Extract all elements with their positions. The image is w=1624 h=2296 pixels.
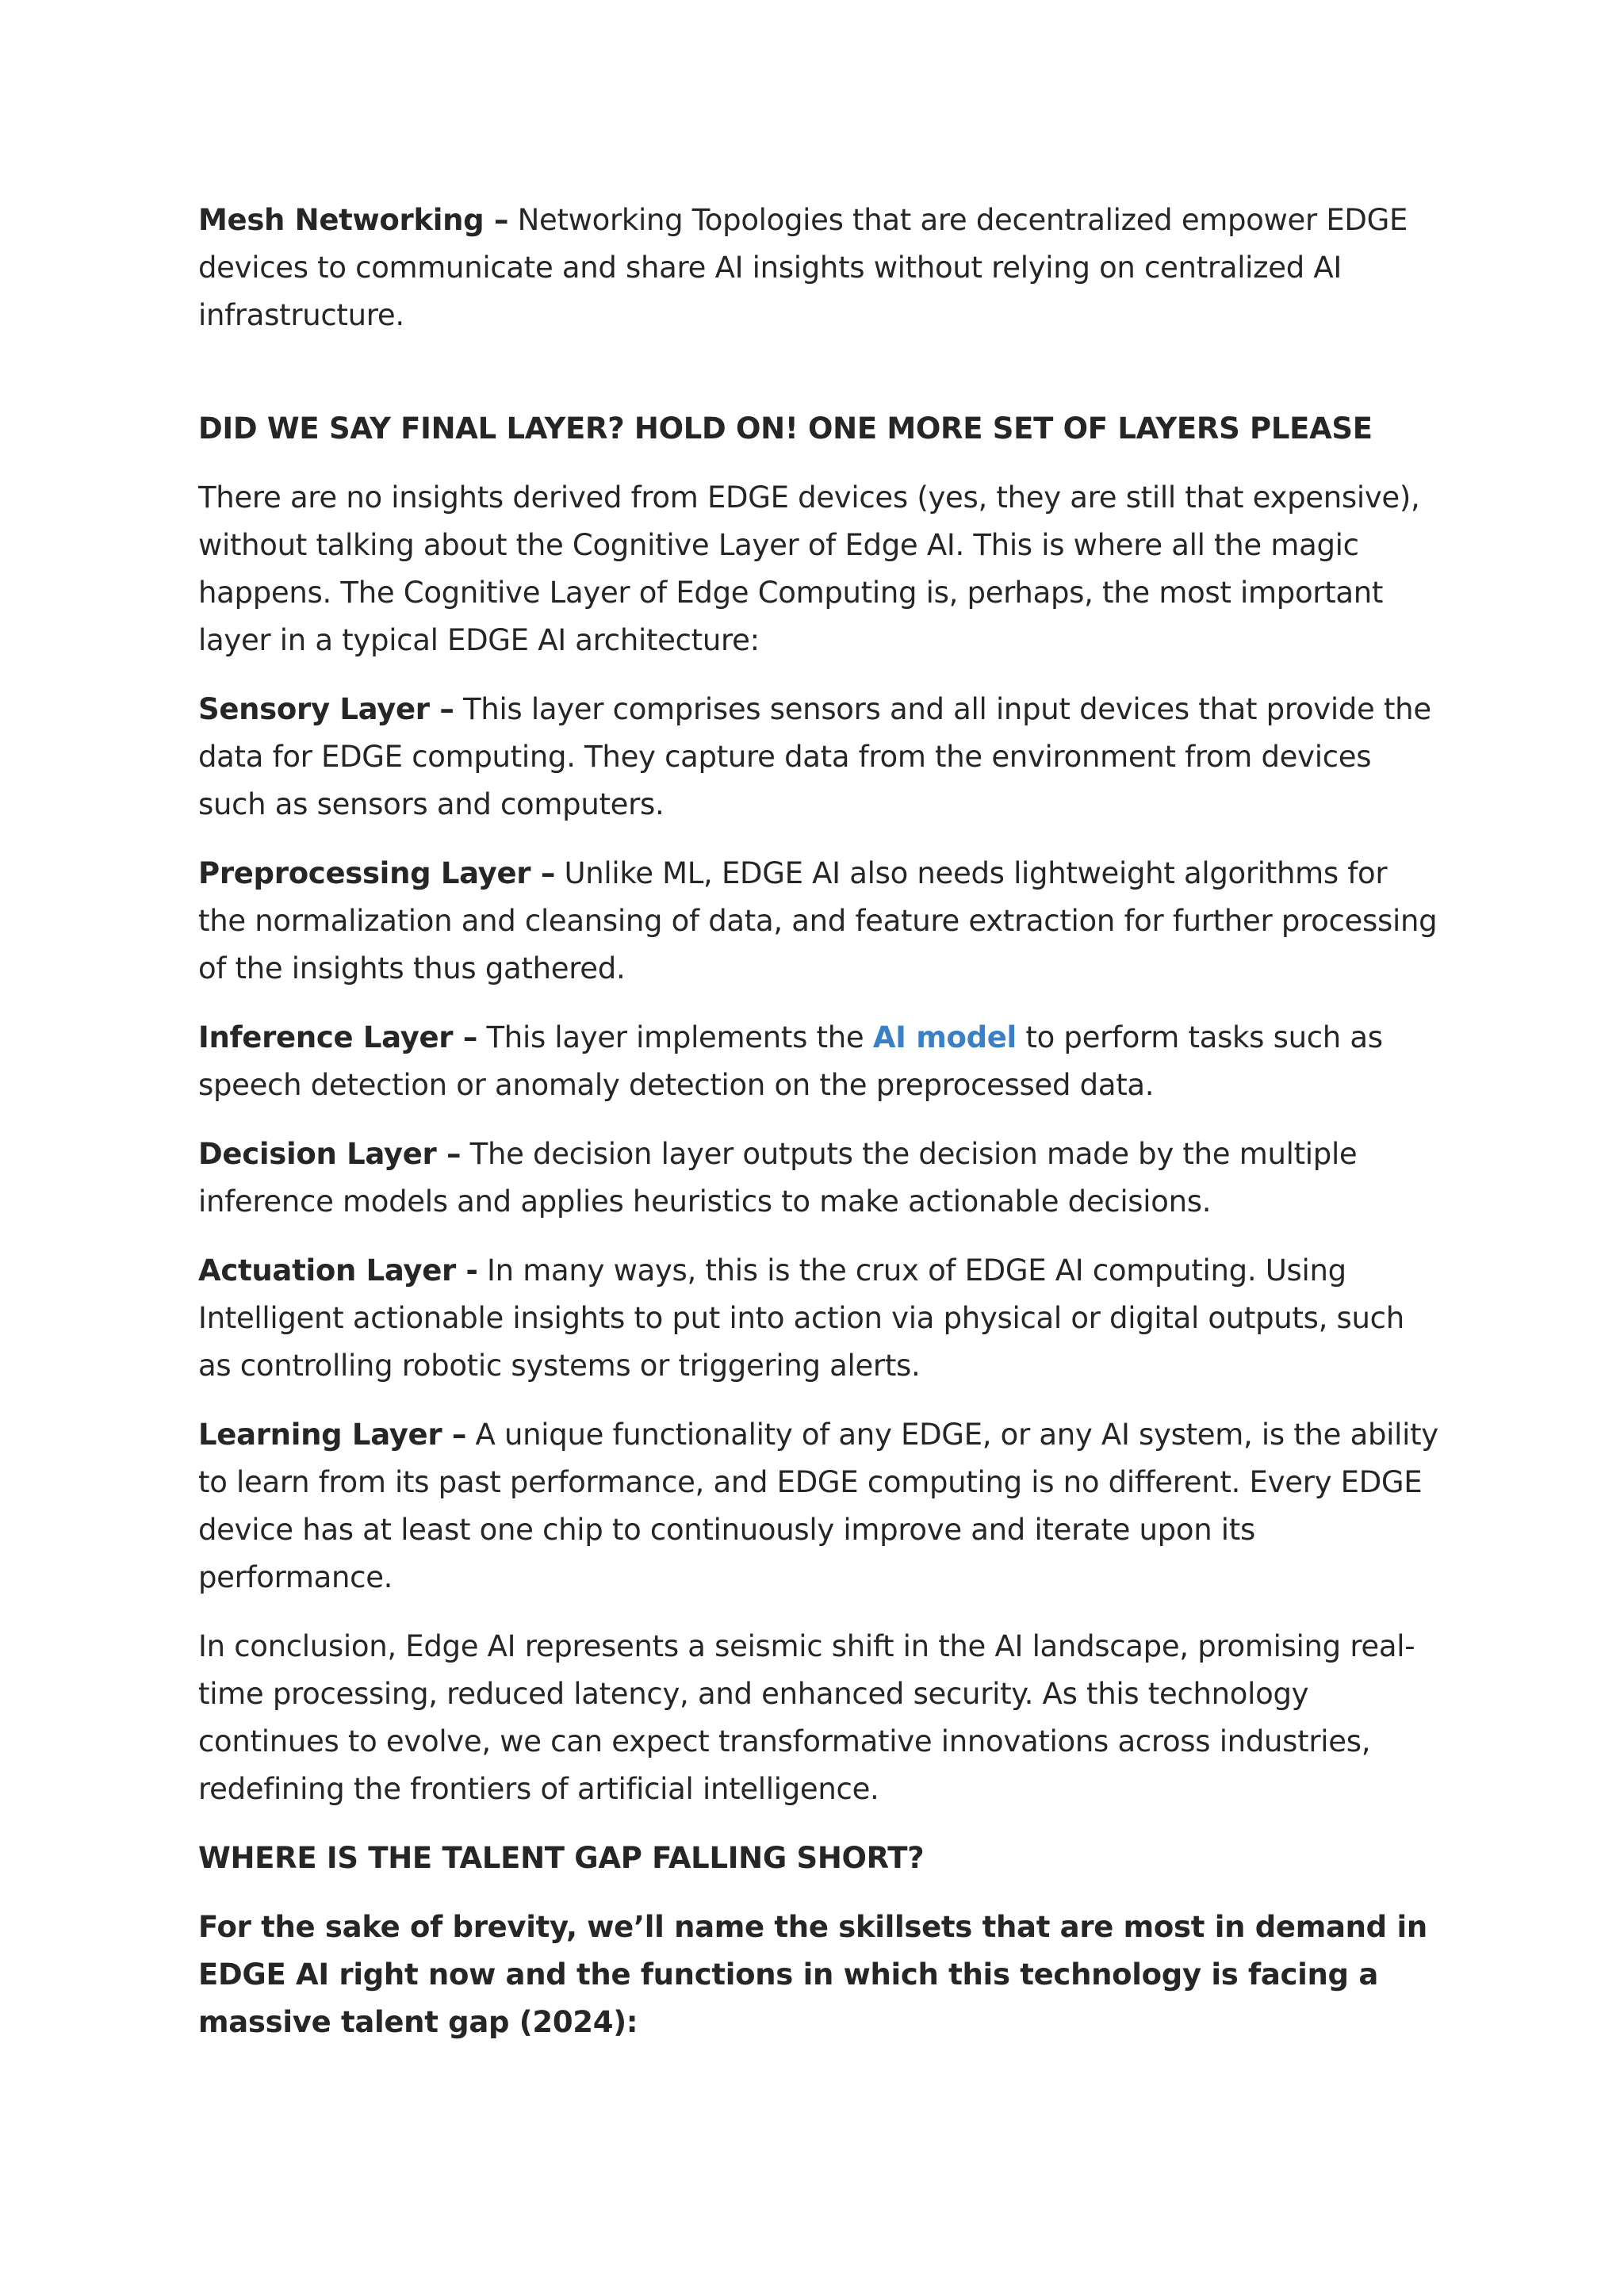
heading-talent-gap: WHERE IS THE TALENT GAP FALLING SHORT?: [198, 1841, 925, 1875]
brevity-paragraph: For the sake of brevity, we’ll name the skillsets that are most in demand in EDGE AI right now and the functions in which this technology is facing a massive talent gap (2024):: [198, 1910, 1427, 2039]
mesh-networking-paragraph: [198, 197, 1443, 339]
ai-model-link[interactable]: AI model: [872, 1020, 1017, 1054]
mesh-networking-lead: Mesh Networking –: [198, 203, 509, 237]
actuation-layer-paragraph: [198, 1247, 1443, 1390]
learning-layer-paragraph: [198, 1411, 1443, 1601]
decision-layer-text: The decision layer outputs the decision made by the multiple inference models and applies heuristics to make actionable decisions.: [198, 1137, 1358, 1219]
conclusion-paragraph: In conclusion, Edge AI represents a seismic shift in the AI landscape, promising real-time processing, reduced latency, and enhanced security. As this technology continues to evolve, we can expect transformative innovations across industries, redefining the frontiers of artificial intelligence.: [198, 1629, 1415, 1806]
inference-layer-paragraph: [198, 1014, 1443, 1109]
document-page: [198, 197, 1443, 2068]
inference-layer-lead: Inference Layer –: [198, 1020, 478, 1054]
learning-layer-lead: Learning Layer –: [198, 1418, 467, 1452]
sensory-layer-lead: Sensory Layer –: [198, 692, 454, 726]
actuation-layer-text: In many ways, this is the crux of EDGE AI computing. Using Intelligent actionable insights to put into action via physical or digital outputs, such as controlling robotic systems or triggering alerts.: [198, 1253, 1404, 1383]
preprocessing-layer-text: Unlike ML, EDGE AI also needs lightweight algorithms for the normalization and cleansing of data, and feature extraction for further processing of the insights thus gathered.: [198, 856, 1438, 985]
actuation-layer-lead: Actuation Layer -: [198, 1253, 478, 1288]
inference-layer-text-after: to perform tasks such as speech detection or anomaly detection on the preprocessed data.: [198, 1020, 1383, 1102]
section-spacer: [198, 361, 1443, 405]
sensory-layer-paragraph: [198, 686, 1443, 828]
preprocessing-layer-paragraph: [198, 850, 1443, 993]
sensory-layer-text: This layer comprises sensors and all input devices that provide the data for EDGE computing. They capture data from the environment from devices such as sensors and computers.: [198, 692, 1431, 821]
inference-layer-text-before: This layer implements the: [477, 1020, 873, 1054]
decision-layer-lead: Decision Layer –: [198, 1137, 462, 1171]
heading-final-layer: DID WE SAY FINAL LAYER? HOLD ON! ONE MORE SET OF LAYERS PLEASE: [198, 411, 1373, 446]
decision-layer-paragraph: [198, 1131, 1443, 1226]
mesh-networking-text: Networking Topologies that are decentralized empower EDGE devices to communicate and share AI insights without relying on centralized AI infrastructure.: [198, 203, 1408, 332]
intro-paragraph: There are no insights derived from EDGE devices (yes, they are still that expensive), without talking about the Cognitive Layer of Edge AI. This is where all the magic happens. The Cognitive Layer of Edge Computing is, perhaps, the most important layer in a typical EDGE AI architecture:: [198, 480, 1420, 657]
learning-layer-text: A unique functionality of any EDGE, or any AI system, is the ability to learn from its past performance, and EDGE computing is no different. Every EDGE device has at least one chip to continuously improve and iterate upon its performance.: [198, 1418, 1438, 1594]
preprocessing-layer-lead: Preprocessing Layer –: [198, 856, 556, 890]
